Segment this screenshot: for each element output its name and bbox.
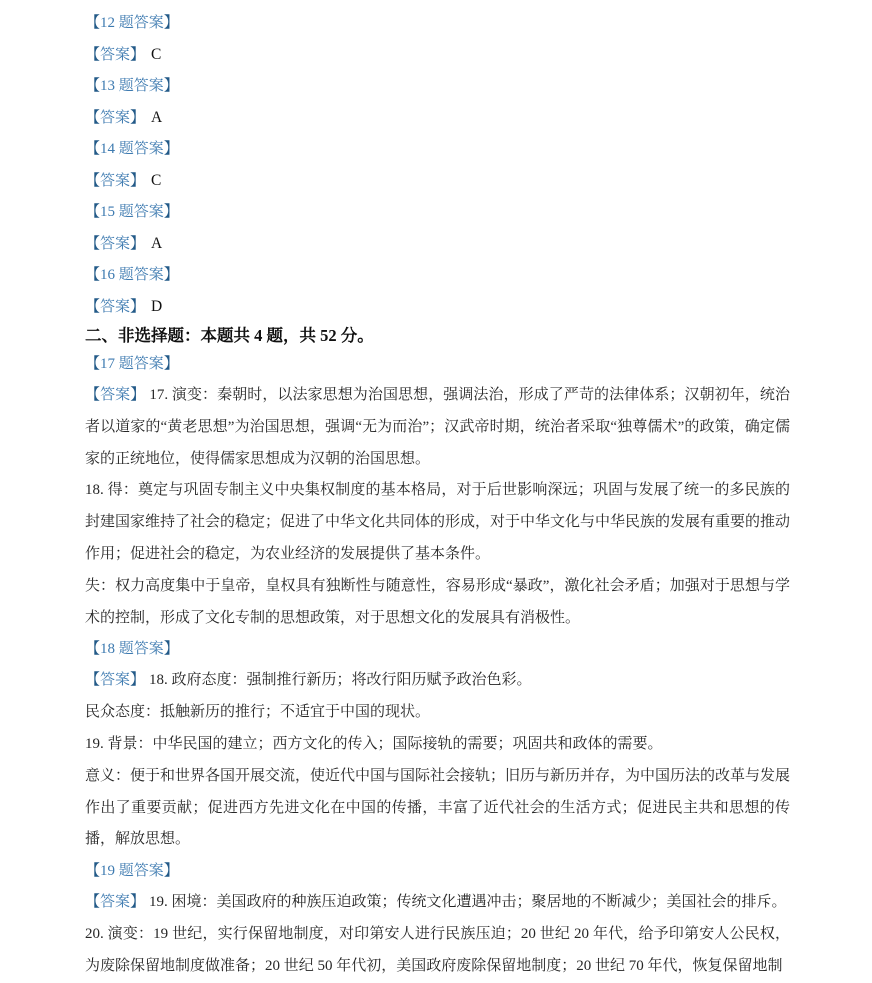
q17-answer-paragraph-1 bbox=[85, 380, 790, 475]
q16-answer-value: D bbox=[151, 298, 163, 315]
q17-answer-paragraph-2: 18. 得：奠定与巩固专制主义中央集权制度的基本格局，对于后世影响深远；巩固与发展了统一的多民族的封建国家维持了社会的稳定；促进了中华文化共同体的形成，对于中华文化与中华民族的发展有重要的推动作用；促进社会的稳定，为农业经济的发展提供了基本条件。 bbox=[85, 482, 791, 562]
q12-answer-label: 【12 题答案】 bbox=[85, 15, 179, 31]
q16-label-line bbox=[85, 260, 790, 291]
answer-prefix: 【答案】 bbox=[85, 387, 146, 403]
q13-answer-value: A bbox=[151, 109, 163, 126]
q17-label-line bbox=[85, 349, 790, 380]
q16-answer-label: 【16 题答案】 bbox=[85, 267, 179, 283]
q16-answer-line bbox=[85, 291, 790, 323]
q13-answer-label: 【13 题答案】 bbox=[85, 78, 179, 94]
q19-answer-text-1: 19. 困境：美国政府的种族压迫政策；传统文化遭遇冲击；聚居地的不断减少；美国社会的排斥。 bbox=[149, 894, 787, 911]
answer-prefix: 【答案】 bbox=[85, 173, 146, 189]
q19-label-line bbox=[85, 856, 790, 887]
q18-answer-paragraph-1 bbox=[85, 665, 790, 697]
q14-answer-value: C bbox=[151, 172, 162, 189]
q18-answer-paragraph-3: 19. 背景：中华民国的建立；西方文化的传入；国际接轨的需要；巩固共和政体的需要。 bbox=[85, 735, 663, 752]
q19-answer-paragraph-1 bbox=[85, 887, 790, 919]
q15-answer-label: 【15 题答案】 bbox=[85, 204, 179, 220]
answer-prefix: 【答案】 bbox=[85, 47, 146, 63]
q17-answer-paragraph-3: 失：权力高度集中于皇帝，皇权具有独断性与随意性，容易形成“暴政”，激化社会矛盾；加强对于思想与学术的控制，形成了文化专制的思想政策，对于思想文化的发展具有消极性。 bbox=[85, 577, 790, 626]
answer-prefix: 【答案】 bbox=[85, 894, 146, 911]
q14-label-line bbox=[85, 134, 790, 165]
answer-prefix: 【答案】 bbox=[85, 672, 146, 689]
q15-answer-value: A bbox=[151, 235, 163, 252]
q14-answer-line bbox=[85, 165, 790, 197]
q17-answer-label: 【17 题答案】 bbox=[85, 356, 179, 372]
q18-label-line bbox=[85, 634, 790, 665]
q12-answer-value: C bbox=[151, 46, 162, 63]
q12-label-line bbox=[85, 8, 790, 39]
answer-prefix: 【答案】 bbox=[85, 299, 146, 315]
q14-answer-label: 【14 题答案】 bbox=[85, 141, 179, 157]
q13-answer-line bbox=[85, 102, 790, 134]
q12-answer-line bbox=[85, 39, 790, 71]
q17-answer-text-1: 17. 演变：秦朝时，以法家思想为治国思想，强调法治，形成了严苛的法律体系；汉朝初年，统治者以道家的“黄老思想”为治国思想，强调“无为而治”；汉武帝时期，统治者采取“独尊儒术”的政策，确定儒家的正统地位，使得儒家思想成为汉朝的治国思想。 bbox=[85, 387, 790, 467]
q15-answer-line bbox=[85, 228, 790, 260]
section-2-heading: 二、非选择题：本题共 4 题，共 52 分。 bbox=[85, 326, 374, 345]
q18-answer-paragraph-2: 民众态度：抵触新历的推行；不适宜于中国的现状。 bbox=[85, 704, 431, 721]
q19-answer-paragraph-2: 20. 演变：19 世纪，实行保留地制度，对印第安人进行民族压迫；20 世纪 20 年代，给予印第安人公民权，为废除保留地制度做准备；20 世纪 50 年代初，美国政府废除保留地制度；20 世纪 70 年代，恢复保留地制 bbox=[85, 925, 790, 974]
q13-label-line bbox=[85, 71, 790, 102]
q19-answer-label: 【19 题答案】 bbox=[85, 863, 179, 880]
q18-answer-label: 【18 题答案】 bbox=[85, 641, 179, 658]
q15-label-line bbox=[85, 197, 790, 228]
answer-prefix: 【答案】 bbox=[85, 110, 146, 126]
answer-prefix: 【答案】 bbox=[85, 236, 146, 252]
q18-answer-text-1: 18. 政府态度：强制推行新历；将改行阳历赋予政治色彩。 bbox=[149, 672, 532, 689]
q18-answer-paragraph-4: 意义：便于和世界各国开展交流，使近代中国与国际社会接轨；旧历与新历并存，为中国历法的改革与发展作出了重要贡献；促进西方先进文化在中国的传播，丰富了近代社会的生活方式；促进民主共和思想的传播，解放思想。 bbox=[85, 767, 791, 848]
